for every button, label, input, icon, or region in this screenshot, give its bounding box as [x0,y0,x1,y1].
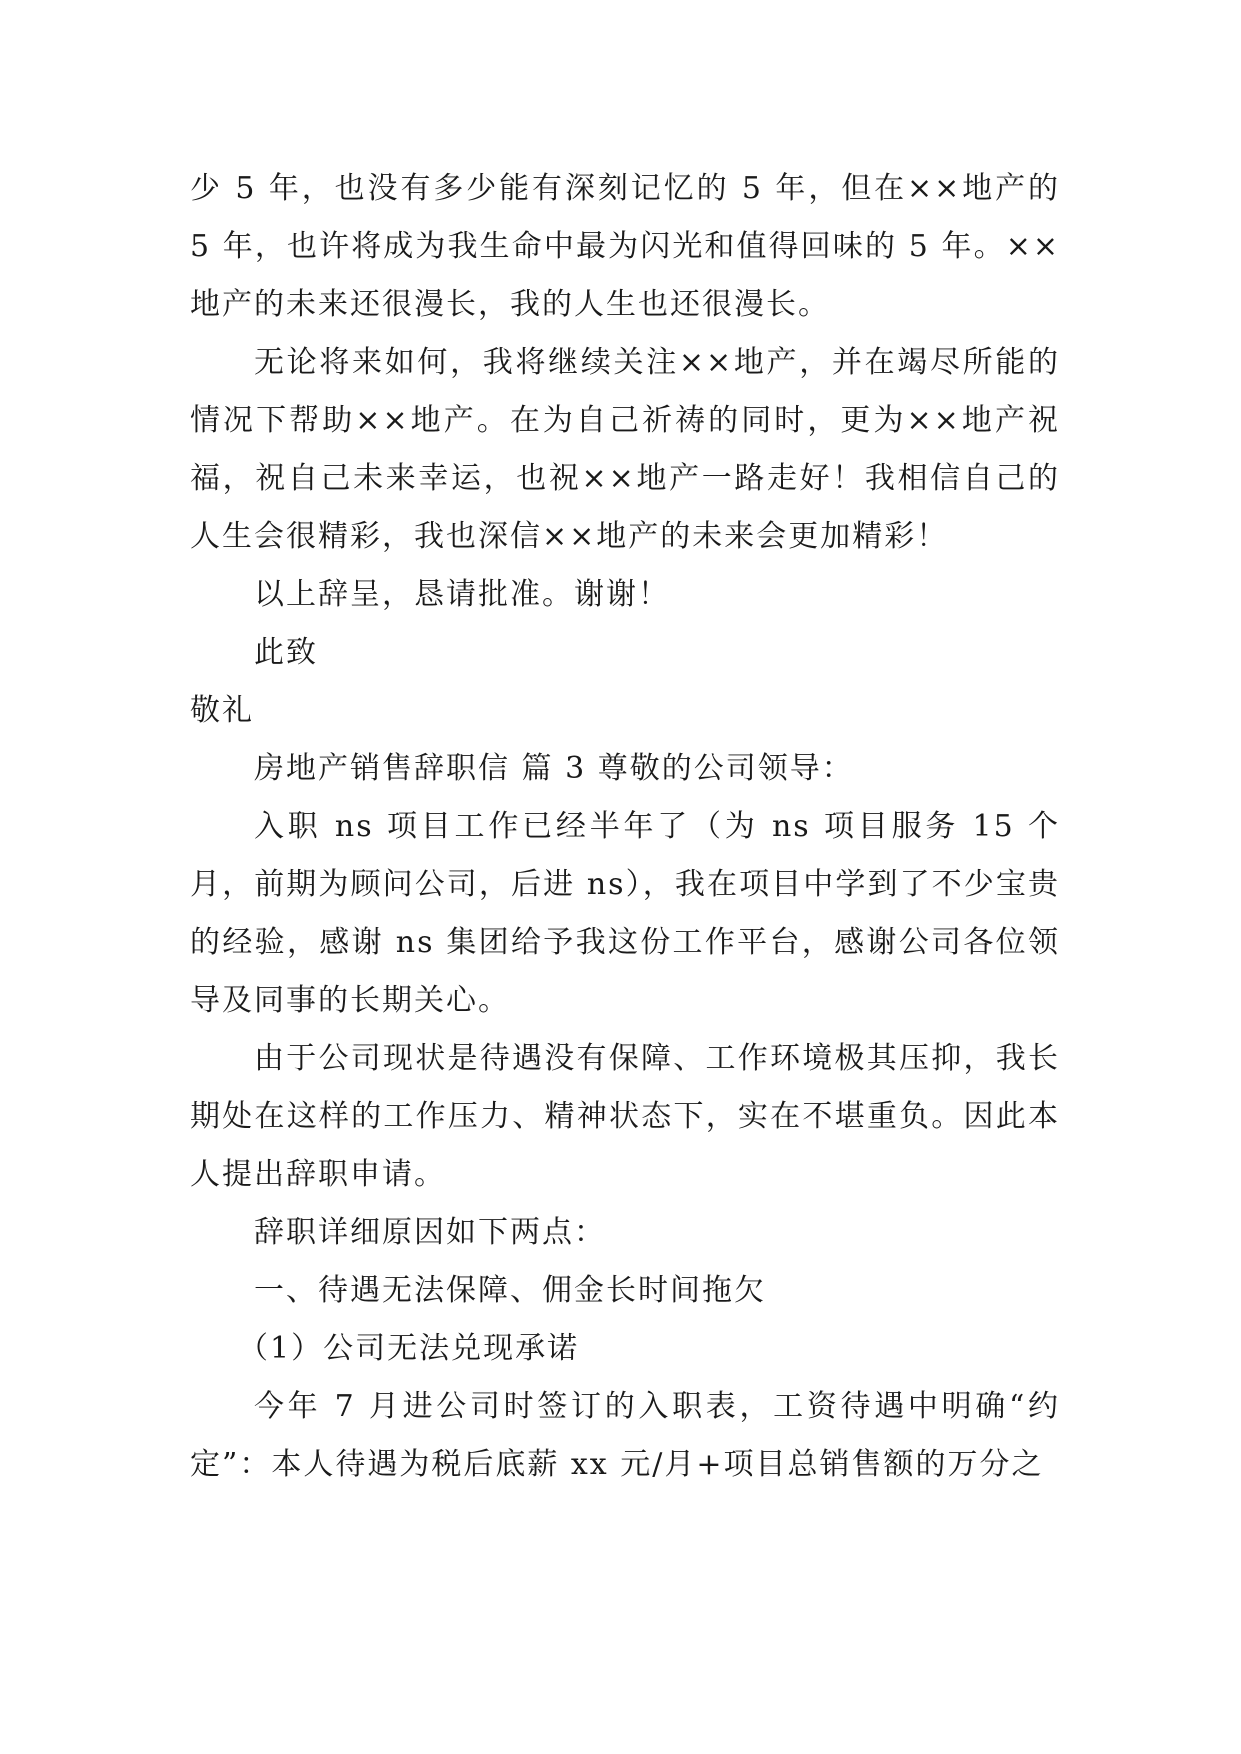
document-body [190,160,1060,1494]
paragraph-10: 一、待遇无法保障、佣金长时间拖欠 [254,1273,766,1308]
salutation-regards: 敬礼 [190,693,254,728]
paragraph-7: 入职 ns 项目工作已经半年了（为 ns 项目服务 15 个月，前期为顾问公司，后进 ns），我在项目中学到了不少宝贵的经验，感谢 ns 集团给予我这份工作平台，感谢公司各位领导及同事的长期关心。 [190,809,1060,1018]
salutation-closing: 此致 [254,635,318,670]
section-heading: 房地产销售辞职信 篇 3 尊敬的公司领导： [254,751,854,786]
paragraph-11: （1）公司无法兑现承诺 [238,1331,580,1366]
paragraph-2: 无论将来如何，我将继续关注××地产，并在竭尽所能的情况下帮助××地产。在为自己祈祷的同时，更为××地产祝福，祝自己未来幸运，也祝××地产一路走好！我相信自己的人生会很精彩，我也深信××地产的未来会更加精彩！ [190,345,1060,554]
paragraph-12: 今年 7 月进公司时签订的入职表，工资待遇中明确“约定”：本人待遇为税后底薪 xx 元/月+项目总销售额的万分之 [190,1389,1060,1482]
paragraph-9: 辞职详细原因如下两点： [254,1215,606,1250]
paragraph-8: 由于公司现状是待遇没有保障、工作环境极其压抑，我长期处在这样的工作压力、精神状态下，实在不堪重负。因此本人提出辞职申请。 [190,1041,1060,1192]
paragraph-1: 少 5 年，也没有多少能有深刻记忆的 5 年，但在××地产的 5 年，也许将成为我生命中最为闪光和值得回味的 5 年。××地产的未来还很漫长，我的人生也还很漫长。 [190,171,1060,322]
paragraph-3: 以上辞呈，恳请批准。谢谢！ [254,577,670,612]
